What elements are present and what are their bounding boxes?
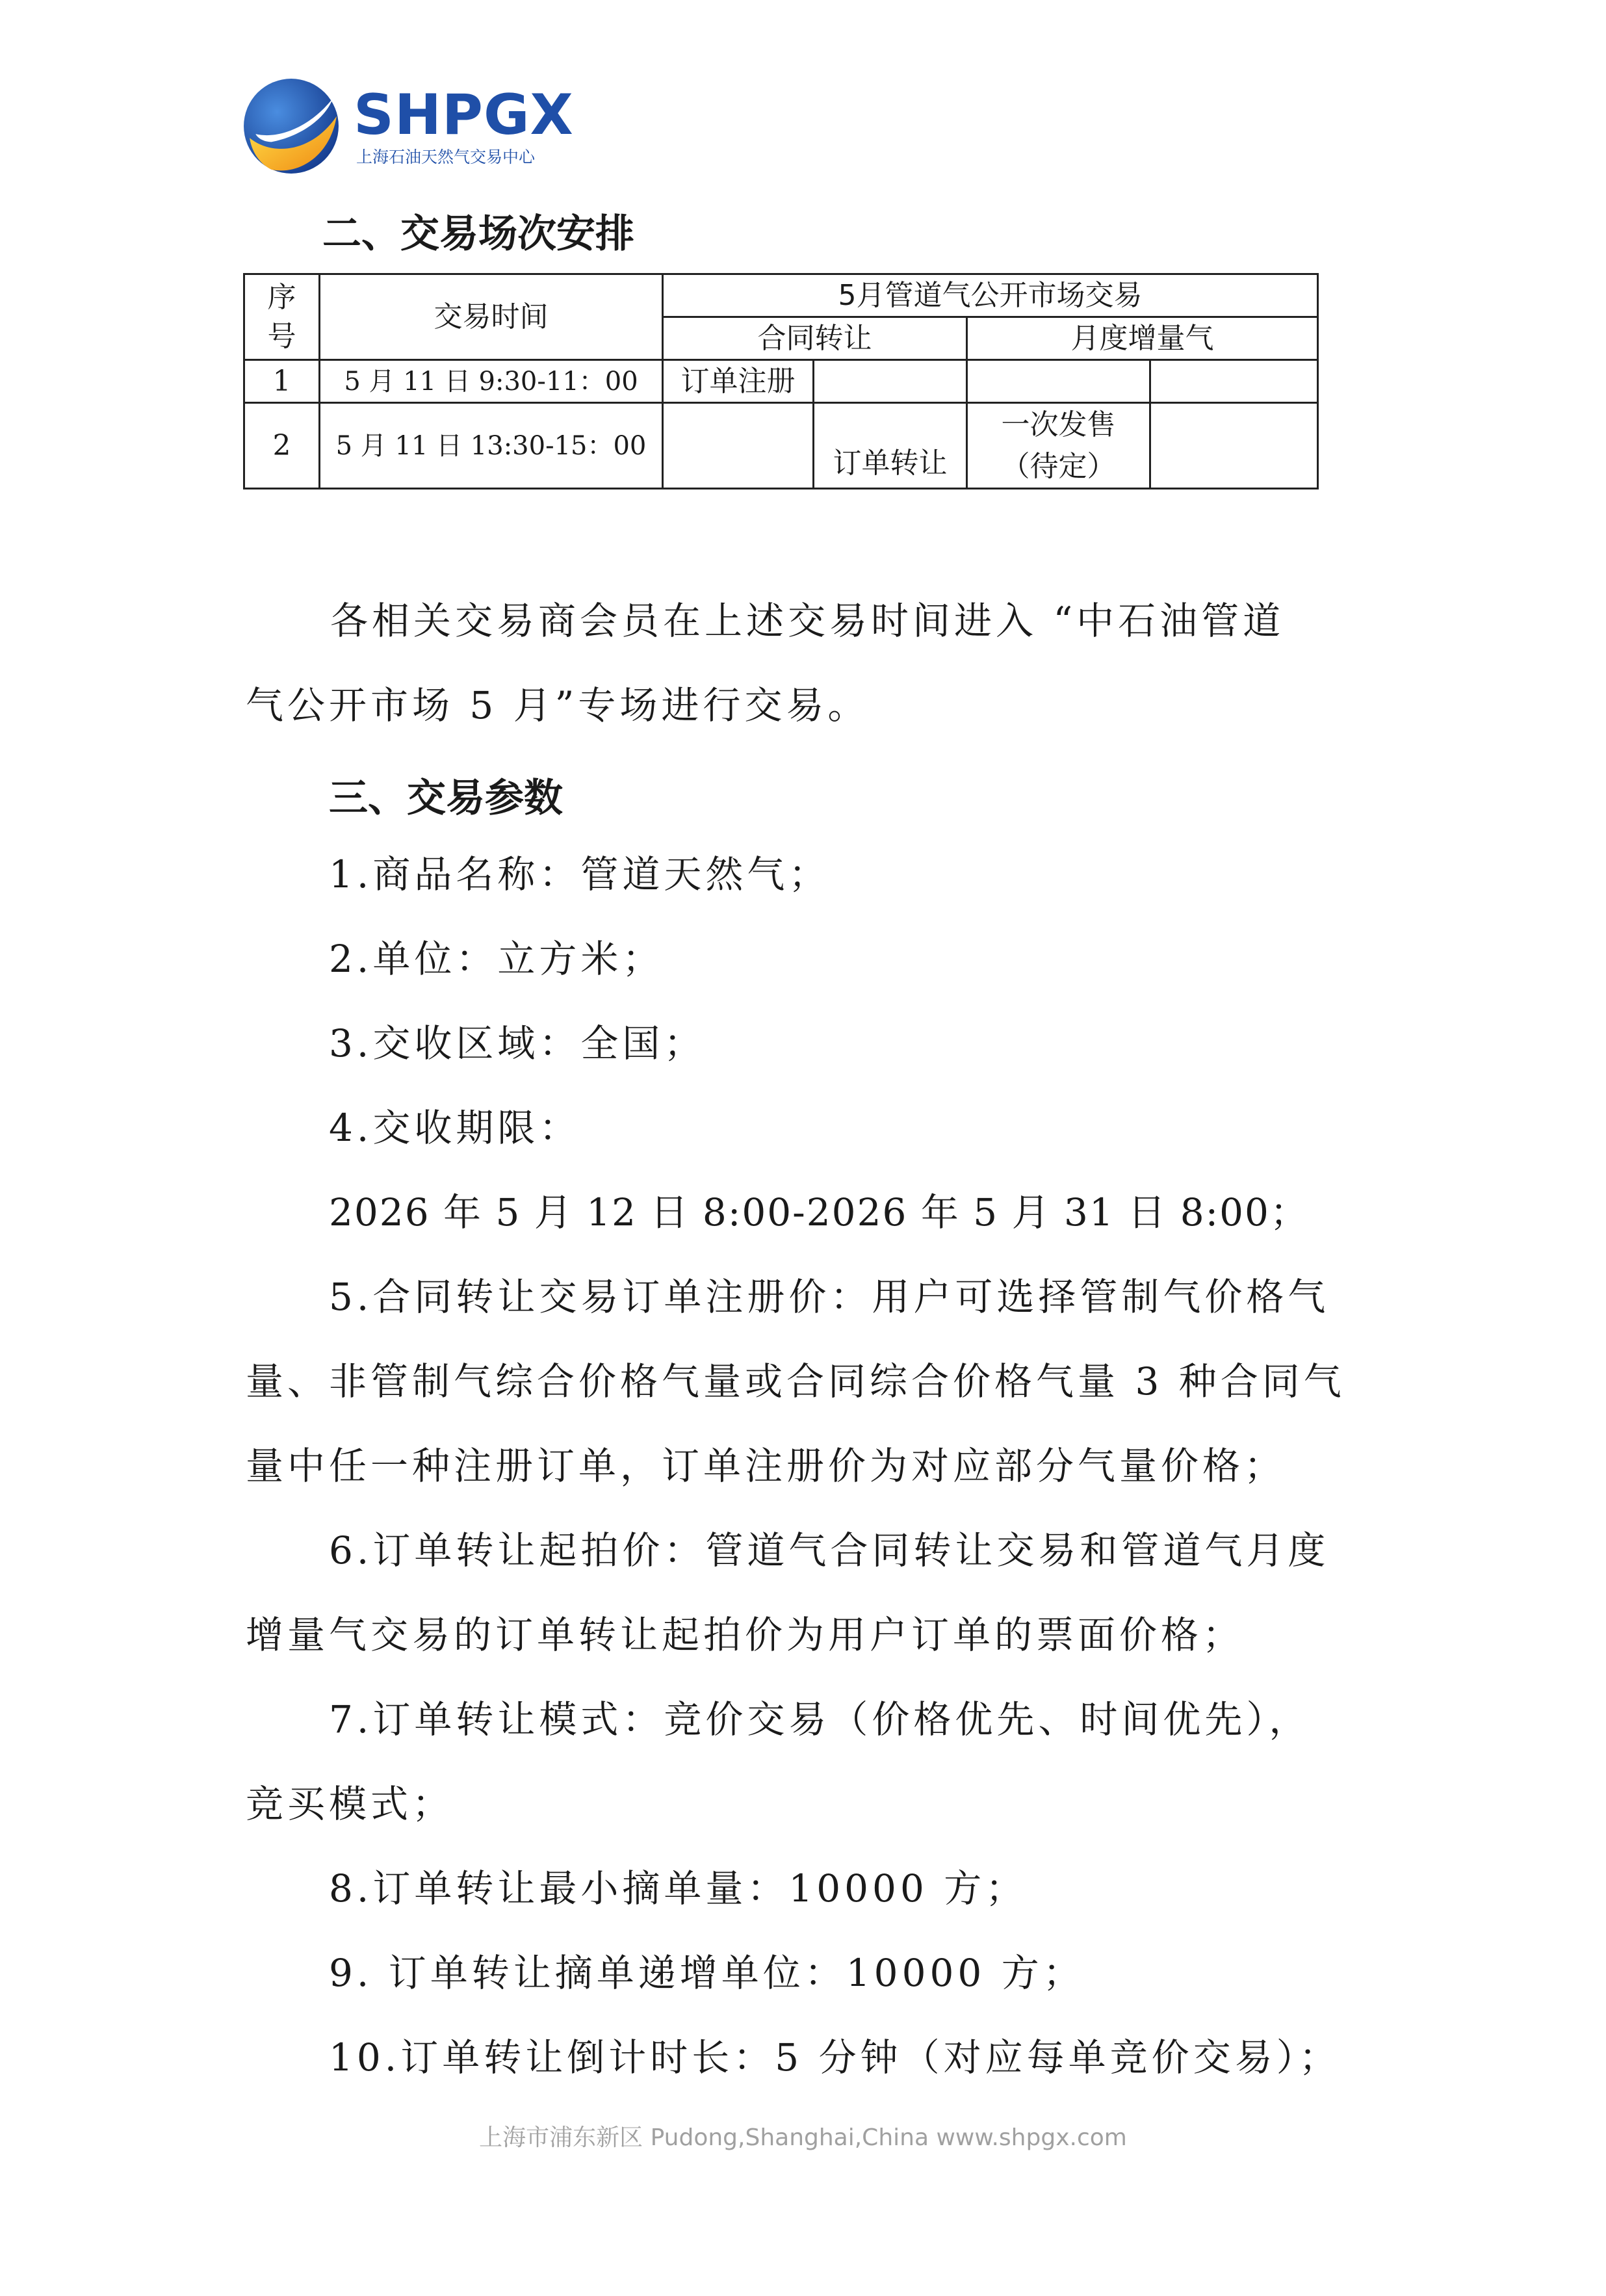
row-cell: [1150, 360, 1318, 403]
header-monthly-gas: 月度增量气: [967, 317, 1318, 360]
header-time: 交易时间: [320, 274, 663, 360]
param-line: 2.单位：立方米；: [329, 937, 664, 981]
table-row: [244, 360, 1318, 403]
header-contract-transfer: 合同转让: [663, 317, 967, 360]
table-row: [244, 403, 1318, 489]
intro-line-1: 各相关交易商会员在上述交易时间进入 “中石油管道: [330, 599, 1285, 643]
logo-subtitle: 上海石油天然气交易中心: [356, 148, 536, 166]
row-time: 5 月 11 日 13:30-15：00: [320, 403, 663, 489]
param-line: 1.商品名称：管道天然气；: [329, 852, 831, 896]
section-heading-params: 三、交易参数: [329, 776, 563, 821]
row-cell: [663, 403, 814, 489]
row-cell: [967, 360, 1150, 403]
row-cell: [1150, 403, 1318, 489]
header-seq: [244, 274, 320, 360]
param-line: 量中任一种注册订单，订单注册价为对应部分气量价格；: [246, 1444, 1286, 1488]
row-time: 5 月 11 日 9:30-11：00: [320, 360, 663, 403]
param-line: 竞买模式；: [246, 1782, 454, 1826]
param-line: 7.订单转让模式：竞价交易（价格优先、时间优先），: [329, 1697, 1311, 1742]
shpgx-globe-icon: [242, 77, 341, 176]
page-footer: 上海市浦东新区 Pudong,Shanghai,China www.shpgx.com: [479, 2124, 1127, 2151]
row-seq: 1: [244, 360, 320, 403]
row-cell: [967, 403, 1150, 489]
param-line: 5.合同转让交易订单注册价：用户可选择管制气价格气: [329, 1275, 1330, 1319]
intro-line-2: 气公开市场 5 月”专场进行交易。: [246, 683, 870, 727]
row-cell: 订单注册: [663, 360, 814, 403]
param-line: 量、非管制气综合价格气量或合同综合价格气量 3 种合同气: [246, 1359, 1345, 1403]
param-line: 9. 订单转让摘单递增单位：10000 方；: [329, 1951, 1085, 1995]
schedule-table: [243, 273, 1319, 489]
header-group: 5月管道气公开市场交易: [663, 274, 1318, 317]
param-line: 6.订单转让起拍价：管道气合同转让交易和管道气月度: [329, 1528, 1330, 1572]
row-seq: 2: [244, 403, 320, 489]
param-line: 2026 年 5 月 12 日 8:00-2026 年 5 月 31 日 8:00；: [329, 1190, 1309, 1234]
logo-brand-text: SHPGX: [354, 83, 574, 148]
param-line: 3.交收区域：全国；: [329, 1021, 706, 1065]
row-cell: [814, 360, 967, 403]
section-heading-schedule: 二、交易场次安排: [322, 211, 634, 257]
param-line: 4.交收期限：: [329, 1106, 581, 1150]
param-line: 10.订单转让倒计时长：5 分钟（对应每单竞价交易）；: [329, 2035, 1341, 2080]
header-seq-label: 序号: [267, 281, 296, 353]
param-line: 8.订单转让最小摘单量：10000 方；: [329, 1866, 1028, 1911]
row-cell: 订单转让: [814, 403, 967, 489]
row-cell-text: 一次发售（待定）: [1001, 408, 1116, 483]
shpgx-logo: [242, 73, 574, 176]
param-line: 增量气交易的订单转让起拍价为用户订单的票面价格；: [246, 1613, 1245, 1657]
